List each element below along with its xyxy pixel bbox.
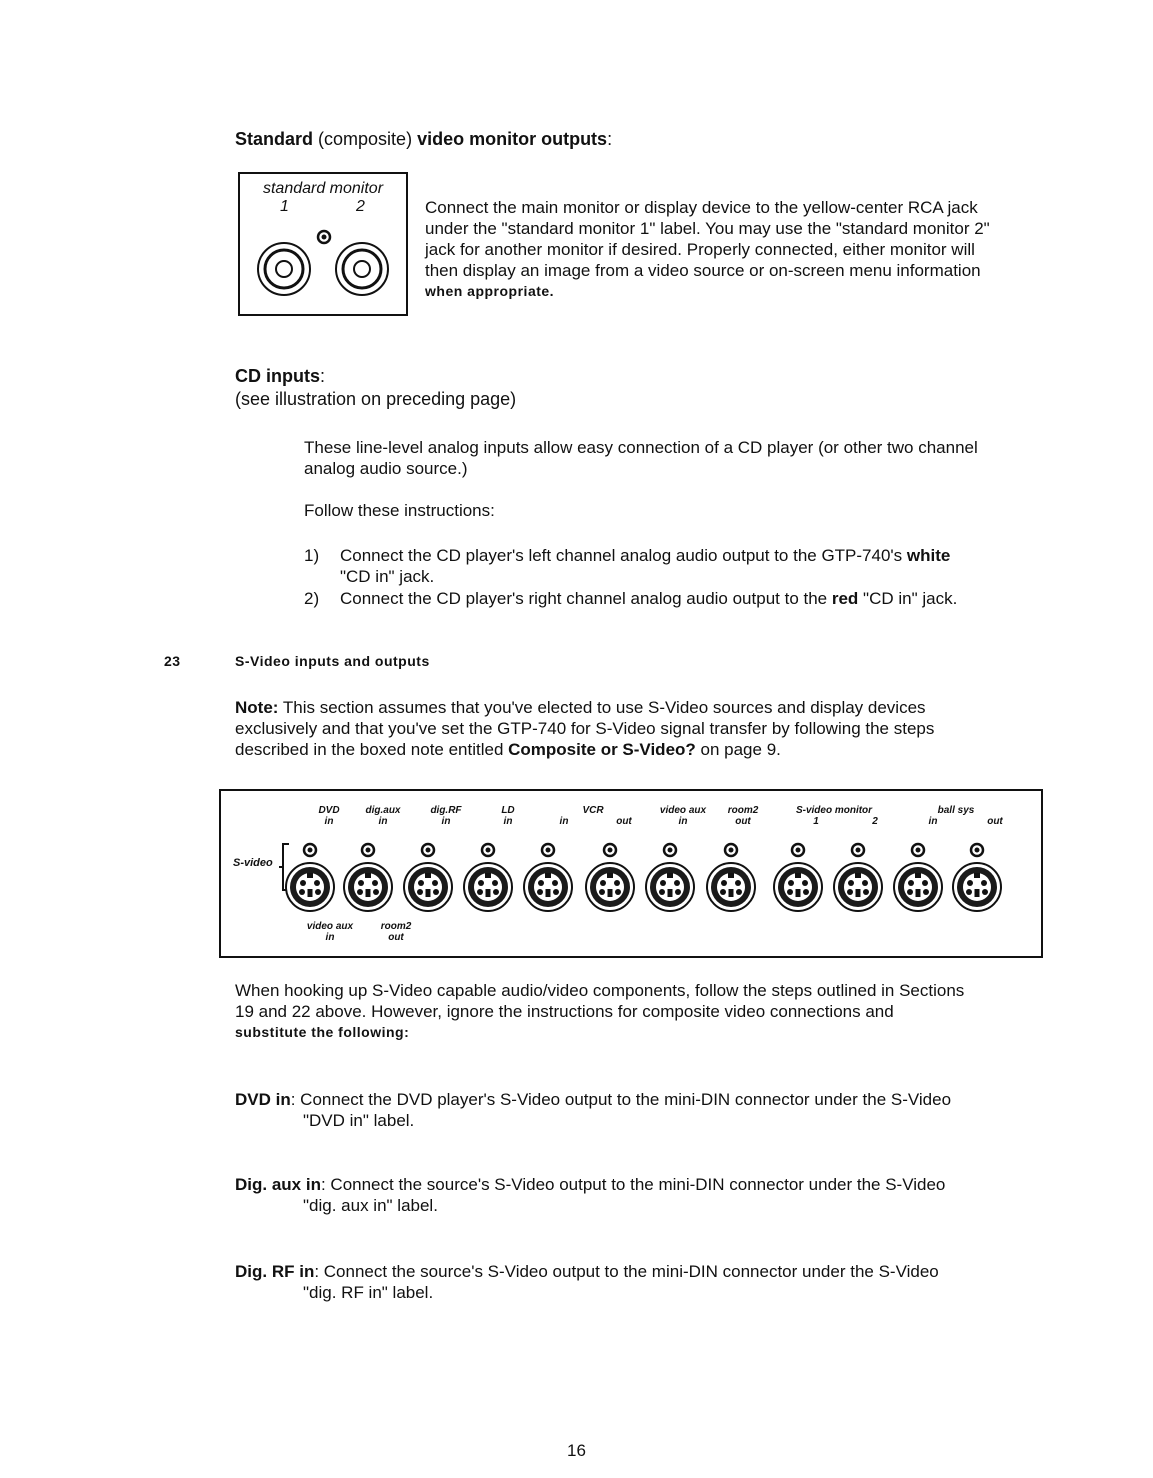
- note-line3-end: on page 9.: [695, 740, 781, 759]
- small-jack-pin: [916, 848, 921, 853]
- svideo-pin: [600, 880, 606, 886]
- small-jack-pin: [486, 848, 491, 853]
- svideo-pin: [923, 889, 929, 895]
- svideo-note: [235, 697, 1055, 760]
- svideo-pin: [721, 880, 727, 886]
- composite-heading-colon: :: [607, 129, 613, 149]
- cd-intro-line: analog audio source.): [304, 459, 468, 478]
- svideo-notch: [915, 873, 921, 878]
- cd-intro: [304, 437, 1084, 479]
- dig-rf-line1: : Connect the source's S-Video output to the mini-DIN connector under the S-Video: [314, 1262, 939, 1281]
- composite-jacks-art: [240, 174, 406, 314]
- svideo-connector: [894, 863, 942, 911]
- svideo-pin: [314, 880, 320, 886]
- svideo-pin: [908, 880, 914, 886]
- svideo-pin: [614, 880, 620, 886]
- cd-step1-white: white: [906, 546, 951, 565]
- svideo-pin: [922, 880, 928, 886]
- note-label: Note:: [235, 698, 279, 717]
- svideo-connector: [286, 863, 334, 911]
- svideo-connector: [646, 863, 694, 911]
- label-ball-sys-in: in: [928, 816, 938, 827]
- small-jack: [304, 844, 316, 856]
- svideo-key: [975, 889, 980, 897]
- small-jack: [422, 844, 434, 856]
- svideo-pin: [803, 889, 809, 895]
- svideo-pin: [492, 880, 498, 886]
- svideo-pin: [966, 889, 972, 895]
- composite-heading-bold2: video monitor outputs: [417, 129, 608, 149]
- small-jack: [971, 844, 983, 856]
- bottom-label-video-aux-in: in: [325, 932, 335, 943]
- svideo-pin: [358, 880, 364, 886]
- diagram-title: standard monitor: [262, 180, 384, 197]
- svideo-pin: [848, 880, 854, 886]
- dig-aux-label: Dig. aux in: [235, 1175, 321, 1194]
- label-vcr-in: in: [559, 816, 569, 827]
- page-number: 16: [567, 1441, 586, 1460]
- cd-step2-end: "CD in" jack.: [858, 589, 958, 608]
- after-line: When hooking up S-Video capable audio/video components, follow the steps outlined in Sections: [235, 981, 965, 1000]
- cd-step1: [340, 545, 1060, 587]
- cd-subheading: (see illustration on preceding page): [235, 389, 517, 409]
- dvd-in-line1: : Connect the DVD player's S-Video output to the mini-DIN connector under the S-Video: [290, 1090, 952, 1109]
- small-jack-pin: [796, 848, 801, 853]
- svideo-connector: [707, 863, 755, 911]
- label-ld: LD: [501, 805, 515, 816]
- svideo-key: [729, 889, 734, 897]
- small-jack: [725, 844, 737, 856]
- svideo-pin: [787, 889, 793, 895]
- small-jack: [792, 844, 804, 856]
- svideo-pin: [674, 880, 680, 886]
- note-line1: This section assumes that you've elected to use S-Video sources and display devices: [278, 698, 926, 717]
- after-line: substitute the following:: [235, 1024, 410, 1040]
- svideo-key: [916, 889, 921, 897]
- rca-jack-2: [336, 243, 388, 295]
- svideo-pin: [372, 880, 378, 886]
- dig-aux-line2: "dig. aux in" label.: [303, 1196, 438, 1215]
- dig-rf-label: Dig. RF in: [235, 1262, 315, 1281]
- after-line: 19 and 22 above. However, ignore the instructions for composite video connections and: [235, 1002, 894, 1021]
- svideo-connector: [774, 863, 822, 911]
- dvd-in-label: DVD in: [235, 1090, 291, 1109]
- dig-rf-line2: "dig. RF in" label.: [303, 1283, 434, 1302]
- composite-heading: [235, 128, 612, 150]
- svideo-notch: [974, 873, 980, 878]
- label-dig-rf: dig.RF: [430, 805, 462, 816]
- svideo-key: [426, 889, 431, 897]
- svideo-pin: [907, 889, 913, 895]
- label-room2-out: out: [735, 816, 751, 827]
- cd-step2-number: 2): [304, 589, 320, 608]
- svideo-pin: [659, 889, 665, 895]
- small-jack-pin: [366, 848, 371, 853]
- svideo-pin: [660, 880, 666, 886]
- rca-jack-1: [258, 243, 310, 295]
- label-monitor-2: 2: [872, 816, 878, 827]
- bottom-label-room2: room2: [380, 921, 412, 932]
- svideo-notch: [667, 873, 673, 878]
- svideo-pin: [967, 880, 973, 886]
- note-reference: Composite or S-Video?: [508, 740, 696, 759]
- small-jack-pin: [729, 848, 734, 853]
- small-jack-pin: [975, 848, 980, 853]
- svideo-pin: [553, 889, 559, 895]
- svideo-pin: [675, 889, 681, 895]
- bottom-label-video-aux: video aux: [306, 921, 354, 932]
- svideo-pin: [802, 880, 808, 886]
- small-jack: [542, 844, 554, 856]
- svideo-key: [856, 889, 861, 897]
- dig-rf-instruction: [235, 1261, 1075, 1303]
- section-number: 23: [164, 653, 181, 669]
- label-dig-rf-in: in: [441, 816, 451, 827]
- svideo-pin: [299, 889, 305, 895]
- cd-step2: [340, 588, 1060, 609]
- label-vcr: VCR: [582, 805, 604, 816]
- label-video-aux-in: in: [678, 816, 688, 827]
- small-jack: [912, 844, 924, 856]
- svideo-connector: [586, 863, 634, 911]
- svideo-connector: [953, 863, 1001, 911]
- svideo-pin: [537, 889, 543, 895]
- svideo-connector: [524, 863, 572, 911]
- small-jack-pin: [608, 848, 613, 853]
- svideo-pin: [788, 880, 794, 886]
- svideo-pin: [315, 889, 321, 895]
- svideo-panel-diagram: [219, 789, 1043, 958]
- small-jack: [482, 844, 494, 856]
- composite-body-line: under the "standard monitor 1" label. You may use the "standard monitor 2": [425, 219, 990, 238]
- jack2-number: 2: [356, 198, 365, 215]
- cd-heading: [235, 365, 325, 387]
- svideo-pin: [538, 880, 544, 886]
- svideo-pin: [735, 880, 741, 886]
- svideo-connector: [464, 863, 512, 911]
- svideo-pin: [300, 880, 306, 886]
- label-dvd: DVD: [318, 805, 340, 816]
- label-dig-aux: dig.aux: [365, 805, 401, 816]
- svideo-pin: [736, 889, 742, 895]
- svideo-key: [366, 889, 371, 897]
- label-video-aux: video aux: [659, 805, 707, 816]
- svideo-pin: [847, 889, 853, 895]
- composite-heading-normal: (composite): [318, 129, 413, 149]
- small-jack: [852, 844, 864, 856]
- svideo-pin: [373, 889, 379, 895]
- small-jack-pin: [308, 848, 313, 853]
- svideo-notch: [795, 873, 801, 878]
- composite-body-line: Connect the main monitor or display device to the yellow-center RCA jack: [425, 198, 978, 217]
- svideo-pin: [493, 889, 499, 895]
- svideo-key: [796, 889, 801, 897]
- dig-aux-instruction: [235, 1174, 1075, 1216]
- svideo-key: [668, 889, 673, 897]
- label-monitor-1: 1: [813, 816, 819, 827]
- svideo-heading: S-Video inputs and outputs: [235, 653, 430, 669]
- svideo-pin: [615, 889, 621, 895]
- jack1-number: 1: [280, 198, 289, 215]
- svideo-pin: [357, 889, 363, 895]
- composite-monitor-diagram: [238, 172, 408, 316]
- svideo-connector: [834, 863, 882, 911]
- small-jack: [362, 844, 374, 856]
- svideo-connector: [404, 863, 452, 911]
- small-jack-pin: [668, 848, 673, 853]
- cd-step1-line2: "CD in" jack.: [340, 567, 435, 586]
- small-jack-pin: [856, 848, 861, 853]
- composite-heading-bold1: Standard: [235, 129, 314, 149]
- small-jack: [664, 844, 676, 856]
- label-ld-in: in: [503, 816, 513, 827]
- label-ball-sys: ball sys: [937, 805, 975, 816]
- svideo-pin: [432, 880, 438, 886]
- svideo-notch: [365, 873, 371, 878]
- label-vcr-out: out: [616, 816, 632, 827]
- svideo-pin: [552, 880, 558, 886]
- label-dig-aux-in: in: [378, 816, 388, 827]
- svideo-key: [308, 889, 313, 897]
- composite-body-line: then display an image from a video source or on-screen menu information: [425, 261, 981, 280]
- svideo-pin: [477, 889, 483, 895]
- svideo-key: [486, 889, 491, 897]
- svideo-notch: [855, 873, 861, 878]
- dig-aux-line1: : Connect the source's S-Video output to the mini-DIN connector under the S-Video: [320, 1175, 946, 1194]
- label-ball-sys-out: out: [987, 816, 1003, 827]
- cd-follow: Follow these instructions:: [304, 501, 495, 520]
- svideo-pin: [478, 880, 484, 886]
- small-jack: [604, 844, 616, 856]
- svideo-notch: [485, 873, 491, 878]
- svideo-pin: [862, 880, 868, 886]
- cd-heading-colon: :: [320, 366, 326, 386]
- cd-heading-bold: CD inputs: [235, 366, 320, 386]
- composite-body: [425, 197, 1105, 302]
- svideo-pin: [720, 889, 726, 895]
- svideo-pin: [417, 889, 423, 895]
- bottom-label-room2-out: out: [388, 932, 404, 943]
- svideo-notch: [545, 873, 551, 878]
- composite-body-line: jack for another monitor if desired. Properly connected, either monitor will: [425, 240, 975, 259]
- svideo-pin: [863, 889, 869, 895]
- label-dvd-in: in: [324, 816, 334, 827]
- svideo-connectors-art: [221, 791, 1041, 956]
- label-svideo-monitor: S-video monitor: [795, 805, 873, 816]
- svideo-notch: [307, 873, 313, 878]
- small-jack-pin: [426, 848, 431, 853]
- note-line3: described in the boxed note entitled: [235, 740, 509, 759]
- svideo-notch: [607, 873, 613, 878]
- svideo-connector: [344, 863, 392, 911]
- svideo-after: [235, 980, 1075, 1043]
- composite-body-line: when appropriate.: [425, 283, 555, 299]
- svideo-pin: [982, 889, 988, 895]
- label-room2: room2: [727, 805, 759, 816]
- svideo-notch: [728, 873, 734, 878]
- svideo-key: [546, 889, 551, 897]
- svideo-pin: [981, 880, 987, 886]
- cd-step1-number: 1): [304, 546, 320, 565]
- note-line2: exclusively and that you've set the GTP-740 for S-Video signal transfer by following the steps: [235, 719, 935, 738]
- svideo-notch: [425, 873, 431, 878]
- cd-step1-text: Connect the CD player's left channel analog audio output to the GTP-740's: [340, 546, 907, 565]
- small-indicator-jack: [318, 231, 330, 243]
- cd-step2-red: red: [831, 589, 859, 608]
- svideo-pin: [433, 889, 439, 895]
- svideo-pin: [599, 889, 605, 895]
- dvd-in-instruction: [235, 1089, 1075, 1131]
- svideo-pin: [418, 880, 424, 886]
- svideo-side-label: S-video: [233, 857, 273, 869]
- dvd-in-line2: "DVD in" label.: [303, 1111, 415, 1130]
- svideo-key: [608, 889, 613, 897]
- small-jack-pin: [546, 848, 551, 853]
- cd-intro-line: These line-level analog inputs allow easy connection of a CD player (or other two channel: [304, 438, 978, 457]
- cd-step2-text: Connect the CD player's right channel analog audio output to the: [340, 589, 832, 608]
